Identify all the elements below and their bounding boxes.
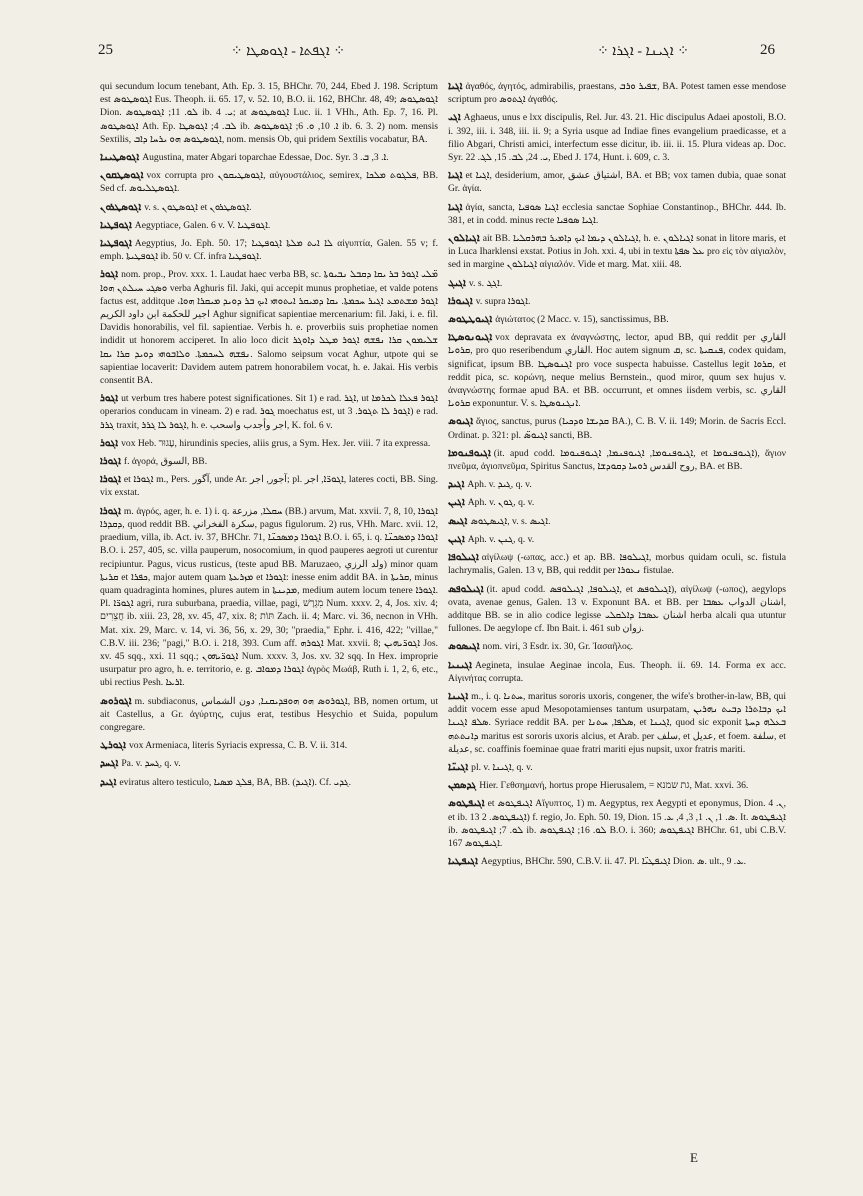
dictionary-entry	[100, 455, 438, 468]
entry-headword: ܐܓܝܐ	[448, 201, 463, 213]
entry-text: vox Heb. עָגוּר, hirundinis species, aliis grus, a Sym. Hex. Jer. viii. 7 ita expressa.	[121, 437, 431, 449]
entry-headword: ܐܓܘܪܘܣ	[100, 695, 132, 707]
dictionary-entry	[448, 855, 786, 868]
entry-headword: ܐܓܝܕ	[448, 479, 465, 491]
dictionary-entry	[448, 313, 786, 326]
dictionary-entry	[100, 237, 438, 263]
entry-text: Aegyptius, BHChr. 590, C.B.V. ii. 47. Pl. ܐܓܝܦܛܝ̈ܐ Dion. ܣ. ult., ܥ. 9.	[480, 856, 746, 868]
entry-text: m. ἀγρός, ager, h. e. 1) i. q. ܚܩܠܐ, مزرعة (BB.) arvum, Mat. xxvii. 7, 8, 10, ܐܓܘܪܐ ܕܩܕܪܐ, quod reddit BB. سكرة الفخراني, pagus figulorum. 2) rus, VHh. Marc. xvii. 12, praedium, villa, ib. Act. iv. 37, BHChr. 71, ܐܓܘܪܐ ܕܡܣܟܢ̈ܐ B.O. i. 65, i. q. ܐܓܘܪܐ ܕܡܣܟܢ̈ܐ B.O. i. 257, 405, sc. villa pauperum, nosocomium, in quod pauperes aegroti ut curentur recipiuntur. Pagus, vicus rusticus, (teste apud BB. Maruzaeo, ولد الرزي) minor quam ܩܪܝܬܐ et ܟܦܪܐ, major autem quam ܡܙܪܥܬܐ et ܐܓܘܪܐ: inesse enim addit BA. in ܩܪܝܬܐ, minus quam quadraginta homines, plures autem in ܡܕܝܢܬܐ, medium autem locum tenere ܐܓܘܪܐ. Pl. ܐܓܘܪ̈ܐ agri, rura suburbana, praedia, villae, pagi, מִגְרָשׁ Num. xxxv. 2, 4, Jos. xiv. 4; חֲצֵרִים ib. xiii. 23, 28, xv. 45, 47, xix. 8; תּוֹת Zach. ii. 4; Marc. vi. 36, necnon in VHh. Mat. xix. 29, Marc. v. 14, vi. 36, 56, x. 29, 30; "praedia," Ephr. i. 416, 422; "villae," C.B.V. iii. 236; "pagi," B.O. i. 218, 393. Cum aff. ܐܓܘܪܗ Mat. xxvii. 8; ܐܓܘܪ̈ܝܗܝܢ Jos. xv. 45 sqq., xxi. 11 sqq.; ܐܓܘܪ̈ܝܗܘܢ Num. xxxv. 3, Jos. xv. 32 sqq. In Hex. improprie usurpatur pro agro, h. e. territorio, e. g. ܐܓܘܪܐ ܕܡܘܐܒ ἀγρὸς Μωάβ, Ruth i. 1, 2, 6, etc., ubi rectius Pesh. ܐܪܥܐ.	[100, 505, 439, 689]
entry-text: (it. apud codd. ܐܓܝܠܘܦܐ, ܐܓܝܠܘܦܣ, et ܐܓܝܠܘܦܣ), αἰγίλωψ (-ωπος), aegylops ovata, avenae genus, Galen. 13 v. Exponunt BA. et BB. per اشنان الدواب ܥܣܒܐ, additque BB. se in alio codice legisse اشنان ܥܣܒܐ ܕܐܠܩܠܝ herba alcali qua utuntur fullones. De aegylope cf. Ibn Bait. i. 461 sub زوان.	[448, 583, 786, 635]
entry-text: v. supra ܐܓܘܪܐ.	[475, 295, 531, 307]
dictionary-entry	[448, 447, 786, 473]
entry-text: pl. v. ܐܓܝܢܐ, q. v.	[471, 761, 533, 773]
dictionary-entry	[100, 151, 438, 164]
page-header	[98, 42, 775, 66]
entry-headword: ܐܓܚܕ	[100, 758, 119, 770]
dictionary-entry	[448, 690, 786, 756]
entry-headword: ܐܓܝܣ	[448, 515, 468, 527]
dictionary-entry	[448, 80, 786, 106]
dictionary-entry	[100, 392, 438, 432]
dictionary-entry	[100, 739, 438, 752]
dictionary-entry	[448, 478, 786, 491]
entry-headword: ܐܓܘܪ	[100, 269, 119, 281]
entry-text: vox corrupta pro ܐܓܘܣܛܝܩܘܢ, αὐγουστάλιος, semirex, ܦܠܓܘܬ ܡܠܟܐ, BB. Sed cf. ܐܓܘܣܛܠܝܘܣ.	[100, 170, 438, 195]
entry-headword: ܐܓܝܕ	[100, 776, 117, 788]
entry-text: v. s. ܐܓܘܣܛܘܢ et ܐܓܘܣܛܪܘܢ.	[144, 201, 252, 213]
entry-headword: ܐܓܝܢ	[448, 497, 465, 509]
left-page-number: 25	[98, 42, 113, 58]
entry-text: et ܐܓܘܪܐ m., Pers. آگور, unde Ar. آجور, اجر; pl. ܐܓܘܪ̈ܐ, اجر, lateres cocti, BB. Sing. vix exstat.	[100, 474, 438, 499]
entry-headword: ܐܓܘܦܛܝܐ	[100, 219, 132, 231]
entry-headword: ܐܓܝܢܐ	[448, 690, 469, 702]
dictionary-entry	[448, 533, 786, 546]
entry-text: Aph. v. ܓܝܕ, q. v.	[467, 479, 532, 491]
dictionary-entry	[448, 331, 786, 410]
entry-text: (it. apud codd. ܐܓܝܘܦܢܘܡܐ, ܐܓܝܘܦܢܡܐ, ܐܓܝܘܦܢܘܡܐ, et ܐܓܝܘܦܢܘܡܐ), ἅγιον πνεῦμα, ἁγιοπνεῦμα, Spiritus Sanctus, روح القدس ܪܘܚܐ ܕܩܘܕܫܐ, BA. et BB.	[448, 447, 786, 473]
dictionary-entry	[100, 201, 438, 214]
entry-headword: ܐܓܝܐ	[448, 81, 463, 92]
entry-text: ἁγία, sancta, ܐܓܝܐ ܣܘܦܝܐ ecclesia sanctae Sophiae Constantinop., BHChr. 444. Ib. 381, et in codd. minus recte ܐܓܝܐ ܣܘܦܝܐ.	[448, 201, 787, 226]
dictionary-entry	[448, 496, 786, 509]
entry-text: Augustina, mater Abgari toparchae Edessae, Doc. Syr. ܐ. 3, ܒ. 3.	[142, 152, 389, 164]
dictionary-entry	[100, 219, 438, 232]
entry-text: nom. prop., Prov. xxx. 1. Laudat haec verba BB, sc. ܡ̈ܠܝ ܐܓܘܪ ܒܪ ܝܩܐ ܕܩܒܠ ܢܒܝܘܬܐ ܘܣܓܝ ܚܝܠܬܢ ܗܘܐ verba Aghuris fil. Jaki, qui accepit munus prophetiae, et valde potens factus est, additque ܐܓܘܪ ܡܫܬܡܥ ܐܓܝܪ ܚܟܡܬܐ. ܝܩܐ ܕܡܝܩܪ ܐܝܬܘܗܝ ܐܝܟ ܒܪ ܕܘܝܕ ܡܝܩܪܐ ܗܘܐ، اجير للحكمة ابن داود الكريم Aghur significat sapientiae mercenarium: fil. Jaki, i. e. fil. Davidis honorabilis, vel fil. sapientiae. Verbis h. e. proverbiis suis prophetiae nomen indidit ut honorem acciperet. In alio loco dicit ܫܠܝܡܘܢ ܩܪܐ ܢܦܫܗ ܐܓܘܪ ܡܛܠ ܕܐܘܓܪ ܢܦܫܗ ܠܚܟܡܬܐ. ܘܠܐܒܘܗܝ ܕܘܝܕ ܩܪܐ ܝܩܐ. Salomo seipsum vocat Aghur, utpote qui se sapientiae locaverit: Davidem autem patrem honorabilem vocat, h. e. Jakai. His verbis consentit BA.	[100, 269, 439, 387]
dictionary-entry	[448, 277, 786, 290]
entry-headword: ܐܓܘܦܛܝܐ	[100, 238, 132, 250]
entry-headword: ܐܓܘܪܐ	[100, 474, 121, 486]
entry-headword: ܐܓܝܠܘܦܣ	[448, 583, 484, 595]
dictionary-entry	[100, 505, 438, 690]
dictionary-entry	[448, 232, 786, 272]
right-column	[448, 80, 786, 873]
entry-headword: ܐܓܝܦܛܝܐ	[448, 856, 478, 868]
entry-headword: ܐܓܝܠܘܦܐ	[448, 552, 479, 564]
entry-text: ܐܓܝܣܛܘܣ, v. s. ܐܓܝܣ.	[470, 515, 551, 527]
entry-text: Aph. v. ܓܢܢ, q. v.	[467, 533, 535, 545]
entry-text: v. s. ܐܓܓ.	[468, 277, 503, 289]
entry-text: et ܐܓܝܦܛܘܣ Αἴγυπτος, 1) m. Aegyptus, rex Aegypti et eponymus, Dion. ܢ. 4, et ib. 13 ܐܓܝܦܛܘܣ. 2) f. regio, Jo. Eph. 50. 19, Dion. ܣ. 1, ܢ. 1, 3, 4, ܥ. 15. It. ܐܓܝܦܛܘܣ ib. ܠܘ. 7; ܐܓܝܦܛܘܣ ib. ܠܘ. 16; ܐܓܝܦܛܘܣ B.O. i. 360; ܐܓܝܦܛܘܣ BHChr. 61, ubi C.B.V. 167 ܐܓܝܦܛܘܣ.	[448, 798, 786, 849]
entry-text: vox depravata ex ἀναγνώστης, lector, apud BB, qui reddit per القاري ܩܪܘܝܐ, pro quo reseribendum القاري. Hoc autem signum ܩ, sc. ܦܢܩܝܬܐ, codex quidam, significat, ipsum BB. ܐܓܢܘܣܛܐ pro voce suspecta habuisse. Castellus legit ܩܪܘܐ, et reddit pica, sc. κορώνη, neque melius Bernstein., quod miror, quum sex hujus v. ἀναγνώστης formae apud BA. et BB. occurrunt, et omnes iisdem verbis, sc. القاري ܩܪܘܝܐ exponuntur. V. s. ܐܢܓܢܘܣܛܐ.	[448, 332, 786, 410]
dictionary-entry	[100, 268, 438, 387]
entry-text: αἰγίλωψ (-ωπας, acc.) et ap. BB. ܐܓܝܠܘܦܐ, morbus quidam oculi, sc. fistula lachrymalis, Galen. 13 v, BB, qui reddit per ܢܥܘܪܐ fistulae.	[448, 552, 786, 577]
entry-headword: ܐܓܘܪ	[100, 437, 119, 449]
entry-text: ait BB. ܐܓܝܐܠܘܢ ܕܝܡܐ ܐܝܟ ܕܐܡܝܪ ܒܗܪܩܠܝܐ, h. e. ܐܓܝܐܠܘܢ sonat in litore maris, et in Luca Iharklensi exstat. Potius in Joh. xxi. 4, ubi in textu ܥܠ ܣܦܬܐ pro εἰς τὸν αἰγιαλὸν, sed in margine ܐܓܝܐܠܘܢ αἰγιαλόν. Vide et marg. Mat. xiii. 48.	[448, 233, 786, 271]
dictionary-entry	[100, 437, 438, 450]
entry-headword: ܐܓܘܪܐ	[100, 505, 121, 517]
entry-text: Aph. v. ܓܘܢ, q. v.	[467, 497, 535, 509]
dictionary-entry	[448, 797, 786, 850]
entry-headword: ܐܓܘܣܛܩܘܢ	[100, 170, 144, 182]
entry-text: ἀγαθός, ἀγητός, admirabilis, praestans, ܫܦܝܪ ܘܪܒ, BA. Potest tamen esse mendose scriptum pro ܐܓܬܘܣ ἀγαθός.	[448, 81, 787, 106]
dictionary-entry	[448, 415, 786, 441]
dictionary-entry	[448, 551, 786, 577]
entry-text: f. ἀγορά, السوق, BB.	[123, 456, 208, 468]
entry-headword: ܐܓܝܘܦܢܘܡܐ	[448, 447, 491, 459]
right-running-title: ⁘ ܐܓܝܢܐ - ܐܓܪܐ ⁘	[597, 44, 689, 59]
right-page-number: 26	[760, 42, 775, 58]
dictionary-entry	[100, 776, 438, 789]
dictionary-entry	[100, 169, 438, 195]
dictionary-entry	[448, 169, 786, 195]
dictionary-entry	[448, 515, 786, 528]
entry-headword: ܐܓܝܘܪܐ	[448, 295, 473, 307]
entry-text: nom. viri, 3 Esdr. ix. 30, Gr. Ἰασαῆλος.	[482, 641, 634, 653]
entry-text: eviratus altero testiculo, ܦܠܓ ܡܣܝܐ, BA, BB. (ܐܓܝܕ). Cf. ܓܕܝ.	[119, 776, 352, 788]
entry-headword: ܐܓܝܘܛܛܘܣ	[448, 314, 493, 326]
dictionary-entry	[448, 583, 786, 636]
dictionary-entry	[100, 80, 438, 146]
signature-mark: E	[690, 1150, 698, 1165]
entry-text: vox Armeniaca, literis Syriacis expressa, C. B. V. ii. 314.	[128, 740, 348, 752]
left-running-title: ⁘ ܐܓܦܬܐ - ܐܓܘܣܛܐ ⁘	[230, 44, 346, 59]
entry-text: ut verbum tres habere potest significationes. Sit 1) e rad. ܐܓܪ, ut ܐܓܘܪ ܦܥܠܐ ܠܟܪܡܐ operarios conducam in vineam. 2) e rad. ܓܘܪ moechatus est, ut ܐܓܘܪ ܠܐ ܬܓܘܪ. 3) e rad. ܓܪܪ traxit, ܐܓܘܪ ܠܐ ܓܪܪ, h. e. اجر وأجدب واسحب, K. fol. 6 v.	[100, 393, 439, 431]
entry-headword: ܐܓܘܪܛ	[100, 740, 126, 752]
entry-text: m. subdiaconus, ܐܓܘܪܘܣ ܗܘ ܗܘܦܕܝܩܢܐ, دون الشماس, BB, nomen ortum, ut ait Castellus, a Gr. ἀγύρτης, cujus erat, testibus Hesychio et Suida, populum congregare.	[100, 695, 438, 733]
entry-headword: ܐܓܝܢ̈ܐ	[448, 761, 469, 773]
dictionary-entry	[448, 659, 786, 685]
entry-headword: ܐܓܝ	[448, 112, 461, 124]
entry-headword: ܐܓܝܢ	[448, 533, 465, 545]
entry-headword: ܐܓܝܓ	[448, 277, 466, 289]
dictionary-entry	[448, 779, 786, 792]
entry-text: qui secundum locum tenebant, Ath. Ep. 3. 15, BHChr. 70, 244, Ebed J. 198. Scriptum est ܐܓܘܣܛܘܣ Eus. Theoph. ii. 65. 17, v. 52. 10, B.O. ii. 162, BHChr. 48, 49; ܐܓܘܣܛܘܣ Dion. ܠܘ. 11; ܐܓܘܣܛܘܣ ib. ܝ. 4; at ܐܓܘܣܛܘܣ Luc. ii. 1 VHh., Ath. Ep. 7, 16. Pl. ܐܓܘܣܛܘܣ Ath. Ep. ܠܒ. 4; ܐܓܘܣܛܐ ib. ܐ. 10, ܘ. 6; ܐܓܘܣܛܘܣ ib. 6. 3. 2) nom. mensis Sextilis, ܐܓܘܣܛܘܣ ܗܘ ܝܪܚܐ ܕܐܒ, nom. mensis Ob, qui pridem Sextilis vocabatur, BA.	[100, 81, 438, 145]
entry-headword: ܐܓܘܪ	[100, 393, 119, 405]
entry-text: Aegyptiace, Galen. 6 v. V. ܐܓܘܦܛܝܐ.	[134, 219, 271, 231]
entry-headword: ܐܓܘܣܛܪܘܢ	[100, 201, 142, 213]
dictionary-entry	[448, 295, 786, 308]
entry-text: et ܐܓܝܐ, desiderium, amor, اشتياق عشق, BA. et BB; vox tamen dubia, quae sonat Gr. ἁγία.	[448, 170, 786, 195]
dictionary-entry	[100, 695, 438, 735]
entry-text: Aegyptius, Jo. Eph. 50. 17; ܠܐ ܐܝܬ ܡܠܬܐ ܐܓܘܦܛܝܐ αἰγυπτία, Galen. 55 v; f. emph. ܐܓܘܦܛܝܬܐ ib. 50 v. Cf. infra ܐܓܘܦܛܝܐ.	[100, 238, 438, 263]
entry-text: Aghaeus, unus e lxx discipulis, Rel. Jur. 43. 21. Hic discipulus Adaei apostoli, B.O. i. 392, iii. i. 348, iii. ii. 9; a Syria usque ad Indiae fines evangelium praedicasse, et a filio Abgari, Christi amici, interfectum esse dicitur, ib. iii. ii. 15. Plura videas ap. Doc. Syr. ܝ. 24, ܠܒ. 15, ܠܓ. 22, Ebed J. 174, Hunt. i. 609, c. 3.	[448, 112, 786, 164]
entry-headword: ܐܓܝܢܝܐ	[448, 659, 472, 671]
left-column	[100, 80, 438, 794]
dictionary-entry	[100, 473, 438, 499]
entry-text: Aegineta, insulae Aeginae incola, Eus. Theoph. ii. 69. 14. Forma ex acc. Αἰγινήτας corrupta.	[448, 659, 786, 684]
entry-headword: ܐܓܝܐܠܘܢ	[448, 233, 480, 245]
entry-headword: ܐܓܝܣܘܣ	[448, 641, 480, 653]
entry-headword: ܐܓܘܣܛܝܢܐ	[100, 152, 140, 164]
entry-text: ἁγιώτατος (2 Macc. v. 15), sanctissimus, BB.	[495, 314, 669, 326]
dictionary-entry	[448, 201, 786, 227]
dictionary-entry	[448, 640, 786, 653]
entry-headword: ܓܕܣܡܢ	[448, 780, 477, 792]
dictionary-entry	[100, 757, 438, 770]
entry-text: m., i. q. ܚܬܢܐ, maritus sororis uxoris, congener, the wife's brother-in-law, BB, qui addit vocem esse apud Mesopotamienses tantum usurpatam, ܐܝܟ ܕܒܐܬܪܐ ܕܒܝܬ ܢܗܪܝܢ ܣܠܦ ܐܓܝܢܐ. Syriace reddit BA. per ܣܠܦܐ, ܚܬܢܐ, et ܐܓܝܢܐ, quod sic exponit ܒܥܠܗ ܕܚܬܐ ܕܐܢܬܬܗ maritus est sororis uxoris alcius, et Arab. per سلف, et عديل, et foem. سلفة, et عديلة, sc. coaffinis foeminae quae fratri mariti ejus nupsit, uxor fratris mariti.	[448, 690, 786, 755]
entry-headword: ܐܓܝܦܛܘܣ	[448, 798, 485, 810]
dictionary-entry	[448, 761, 786, 774]
entry-headword: ܐܓܝܘܣ	[448, 416, 473, 428]
entry-text: ἅγιος, sanctus, purus (ܩܕܝܫܐ ܘܕܟܝܐ BA.), C. B. V. ii. 149; Morin. de Sacris Eccl. Ordinat. p. 321: pl. ܐܓܝܘܣ̈ sancti, BB.	[448, 416, 786, 441]
entry-text: Hier. Γεθσημανή, hortus prope Hierusalem, = גת שמנא, Mat. xxvi. 36.	[479, 780, 749, 792]
dictionary-entry	[448, 111, 786, 164]
entry-headword: ܐܓܘܪܐ	[100, 456, 121, 468]
entry-headword: ܐܓܝܘܢܘܣܛܐ	[448, 332, 493, 344]
entry-headword: ܐܓܝܐ	[448, 170, 463, 182]
entry-text: Pa. v. ܓܚܕ, q. v.	[121, 758, 181, 770]
